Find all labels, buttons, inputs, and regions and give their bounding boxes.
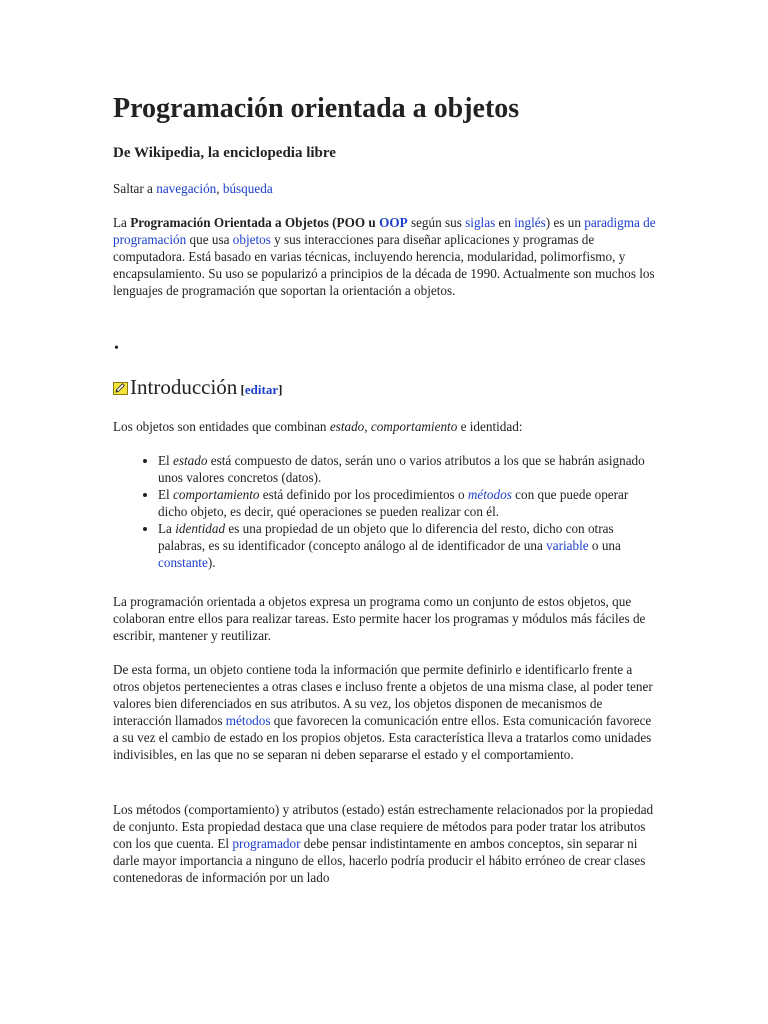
metodos-link-text[interactable]: métodos	[467, 487, 512, 502]
objetos-link[interactable]: objetos	[232, 232, 271, 247]
metodos-link[interactable]	[468, 487, 512, 502]
intro-text: según sus	[407, 215, 466, 230]
constante-link[interactable]: constante	[158, 555, 208, 570]
intro-paragraph	[113, 214, 658, 299]
oop-link-text[interactable]: OOP	[379, 215, 408, 230]
intro-text: y sus interacciones para diseñar aplicaciones y programas de computadora. Está basado en varias técnicas, incluyendo herencia, modularidad, polimorfismo, y encapsulamiento. Su uso se popularizó a principios de la década de 1990. Actualmente son muchos los lenguajes de programación que soportan la orientación a objetos.	[113, 232, 655, 298]
paragraph-objeto	[113, 661, 658, 763]
objects-intro-text: e identidad:	[457, 419, 523, 434]
jump-search-link[interactable]: búsqueda	[222, 181, 273, 196]
page-title: Programación orientada a objetos	[113, 93, 520, 124]
list-item-text: con que puede operar dicho objeto, es decir, qué operaciones se pueden realizar con él.	[158, 487, 629, 519]
list-item-text: El	[158, 487, 174, 502]
list-item-comportamiento	[158, 486, 658, 520]
list-item-emphasis: comportamiento	[173, 487, 260, 502]
ingles-link[interactable]: inglés	[514, 215, 546, 230]
intro-text: ) es un	[545, 215, 585, 230]
paradigma-link[interactable]: paradigma de programación	[113, 215, 656, 247]
list-item-text: o una	[588, 538, 621, 553]
list-item-emphasis: identidad	[175, 521, 226, 536]
intro-text: en	[495, 215, 515, 230]
objects-intro-emphasis: estado	[329, 419, 365, 434]
paragraph-programa: La programación orientada a objetos expresa un programa como un conjunto de estos objetos, que colaboran entre ellos para realizar tareas. Esto permite hacer los programas y módulos más fáciles de escribir, mantener y reutilizar.	[113, 594, 646, 643]
section-heading-introduccion	[113, 373, 282, 404]
list-item-text: ).	[207, 555, 216, 570]
programador-link[interactable]: programador	[232, 836, 301, 851]
list-item-estado	[158, 452, 658, 486]
edit-bracket-open: [	[237, 382, 245, 397]
jump-prefix: Saltar a	[113, 181, 157, 196]
metodos-link-2[interactable]: métodos	[225, 713, 271, 728]
variable-link[interactable]: variable	[546, 538, 589, 553]
intro-bold-term: Programación Orientada a Objetos (POO u	[130, 215, 380, 230]
pencil-edit-icon	[113, 382, 128, 395]
section-edit	[237, 382, 282, 397]
list-item-emphasis: estado	[173, 453, 208, 468]
list-item-text: es una propiedad de un objeto que lo diferencia del resto, dicho con otras palabras, es su identificador (concepto análogo al de identificador de una	[158, 521, 614, 553]
section-title: Introducción	[130, 375, 238, 399]
edit-bracket-close: ]	[278, 382, 283, 397]
paragraph-text: Los métodos (comportamiento) y atributos (estado) están estrechamente relacionados por la propiedad de conjunto. Esta propiedad destaca que una clase requiere de métodos para poder tratar los atributos con los que cuenta. El	[113, 802, 654, 851]
intro-text: La	[113, 215, 131, 230]
objects-intro-emphasis: comportamiento	[370, 419, 458, 434]
object-properties-list	[113, 452, 658, 571]
oop-link[interactable]	[379, 215, 408, 230]
edit-section-link[interactable]: editar	[244, 382, 279, 397]
objects-intro-text: ,	[364, 419, 371, 434]
siglas-link[interactable]: siglas	[465, 215, 496, 230]
paragraph-text: debe pensar indistintamente en ambos conceptos, sin separar ni darle mayor importancia a ninguno de ellos, hacerlo podría producir el hábito erróneo de crear clases contenedoras de información por un lado	[113, 836, 646, 885]
list-item-text: está compuesto de datos, serán uno o varios atributos a los que se habrán asignado unos valores concretos (datos).	[158, 453, 645, 485]
paragraph-metodos	[113, 801, 658, 886]
page-subtitle: De Wikipedia, la enciclopedia libre	[113, 145, 336, 161]
objects-intro-paragraph	[113, 418, 523, 435]
intro-text: que usa	[186, 232, 233, 247]
empty-list-bullet: •	[114, 341, 119, 356]
objects-intro-text: Los objetos son entidades que combinan	[113, 419, 330, 434]
list-item-identidad	[158, 520, 658, 571]
list-item-text: La	[158, 521, 176, 536]
jump-navigation-link[interactable]: navegación	[156, 181, 217, 196]
paragraph-text: De esta forma, un objeto contiene toda la información que permite definirlo e identificarlo frente a otros objetos pertenecientes a otras clases e incluso frente a objetos de una misma clase, al poder tener valores bien diferenciados en sus atributos. A su vez, los objetos disponen de mecanismos de interacción llamados	[113, 662, 653, 728]
jump-links	[113, 180, 273, 197]
paragraph-text: que favorecen la comunicación entre ellos. Esta comunicación favorece a su vez el cambio de estado en los propios objetos. Esta característica lleva a tratarlos como unidades indivisibles, en las que no se separan ni deben separarse el estado y el comportamiento.	[113, 713, 652, 762]
jump-separator: ,	[216, 181, 223, 196]
list-item-text: está definido por los procedimientos o	[259, 487, 468, 502]
list-item-text: El	[158, 453, 174, 468]
